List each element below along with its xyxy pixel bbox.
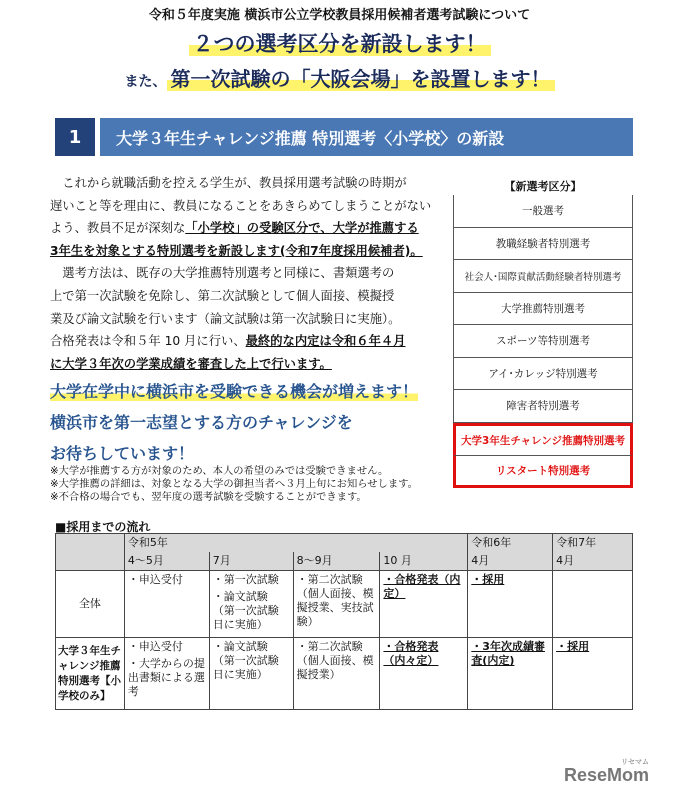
category-item-new: リスタート特別選考 [453, 455, 633, 488]
cell-item: ・論文試験（第一次試験日に実施） [212, 640, 279, 681]
table-row [56, 571, 633, 638]
month-row [56, 552, 633, 571]
header-headline [0, 28, 679, 58]
body-span: 合格発表は令和５年 10 月に行い、 [50, 334, 246, 349]
cell-item: ・第二次試験（個人面接、模擬授業、実技試験） [296, 573, 374, 628]
table-row [56, 638, 633, 710]
cell-item: ・第一次試験 [212, 573, 279, 586]
category-item: 教職経験者特別選考 [453, 228, 633, 261]
body-emphasis: 最終的な内定は令和６年４月 [245, 334, 406, 349]
category-item: 大学推薦特別選考 [453, 293, 633, 326]
body-span: よう、教員不足が深刻な [50, 221, 186, 236]
appeal-text [50, 376, 460, 469]
category-title: 【新選考区分】 [504, 180, 582, 193]
year-cell: 令和5年 [124, 534, 467, 553]
row-label: 大学３年生チャレンジ推薦特別選考【小学校のみ】 [56, 638, 125, 710]
flow-table [55, 533, 633, 710]
body-line: 3年生を対象とする特別選考を新設します(令和7年度採用候補者)。 [50, 243, 423, 258]
body-line: 選考方法は、既存の大学推薦特別選考と同様に、書類選考の [50, 266, 395, 281]
cell-item: ・申込受付 [127, 573, 183, 586]
body-line: に大学３年次の学業成績を審査した上で行います。 [50, 356, 332, 371]
subheadline-prefix: また、 [124, 74, 167, 90]
month-cell: 10 月 [380, 552, 468, 571]
note: ※不合格の場合でも、翌年度の選考試験を受験することができます。 [50, 491, 367, 503]
appeal-line: お待ちしています！ [50, 444, 195, 463]
body-line [50, 330, 460, 353]
cell-item: ・採用 [556, 640, 590, 653]
category-item: アイ･カレッジ特別選考 [453, 358, 633, 391]
cell-item: ・大学からの提出書類による選考 [127, 657, 205, 698]
body-line: 上で第一次試験を免除し、第二次試験として個人面接、模擬授 [50, 288, 395, 303]
cell-item: ・合格発表（内定） [383, 573, 461, 600]
body-line: 遅いこと等を理由に、教員になることをあきらめてしまうことがない [50, 198, 432, 213]
header-subheadline [0, 63, 679, 92]
note: ※大学推薦の詳細は、対象となる大学の御担当者へ３月上旬にお知らせします。 [50, 478, 418, 490]
month-cell: 7月 [209, 552, 293, 571]
flow-title: ■採用までの流れ [55, 520, 151, 534]
section-number: 1 [55, 118, 95, 156]
category-box [453, 178, 633, 488]
body-line: 業及び論文試験を行います（論文試験は第一次試験日に実施）。 [50, 311, 401, 326]
year-cell: 令和6年 [468, 534, 553, 553]
appeal-line: 横浜市を第一志望とする方のチャレンジを [50, 413, 353, 432]
body-line [50, 217, 460, 240]
note: ※大学が推薦する方が対象のため、本人の希望のみでは受験できません。 [50, 465, 389, 477]
resemom-logo [563, 759, 649, 786]
body-text [50, 172, 460, 375]
month-cell: 4月 [553, 552, 633, 571]
month-cell: 8～9月 [293, 552, 380, 571]
subheadline-text: 第一次試験の「大阪会場」を設置します！ [167, 67, 555, 91]
category-item: 障害者特別選考 [453, 390, 633, 423]
appeal-line: 大学在学中に横浜市を受験できる機会が増えます！ [50, 382, 419, 401]
cell-item: ・申込受付 [127, 640, 183, 653]
category-item-new: 大学3年生チャレンジ推薦特別選考 [453, 423, 633, 456]
month-cell: 4～5月 [124, 552, 209, 571]
body-emphasis: 「小学校」の受験区分で、大学が推薦する [185, 221, 419, 236]
year-row [56, 534, 633, 553]
cell-item: ・第二次試験（個人面接、模擬授業） [296, 640, 374, 681]
logo-text: ReseMom [563, 765, 649, 785]
cell-item: ・合格発表（内々定） [383, 640, 439, 667]
category-item: 社会人･国際貢献活動経験者特別選考 [453, 260, 633, 293]
cell-item: ・論文試験（第一次試験日に実施） [212, 590, 279, 631]
category-item: スポーツ等特別選考 [453, 325, 633, 358]
month-cell: 4月 [468, 552, 553, 571]
cell-item: ・3年次成績審査(内定) [471, 640, 545, 667]
logo-sub: リセマム [621, 759, 649, 766]
year-cell: 令和7年 [553, 534, 633, 553]
notes [50, 465, 418, 504]
header-line-1: 令和５年度実施 横浜市公立学校教員採用候補者選考試験について [148, 8, 531, 23]
row-label: 全体 [56, 571, 125, 638]
headline-text: ２つの選考区分を新設します！ [189, 32, 491, 56]
section-title: 大学３年生チャレンジ推薦 特別選考〈小学校〉の新設 [100, 118, 633, 156]
body-line: これから就職活動を控える学生が、教員採用選考試験の時期が [50, 176, 407, 190]
cell-item: ・採用 [471, 573, 505, 586]
category-item: 一般選考 [453, 195, 633, 228]
